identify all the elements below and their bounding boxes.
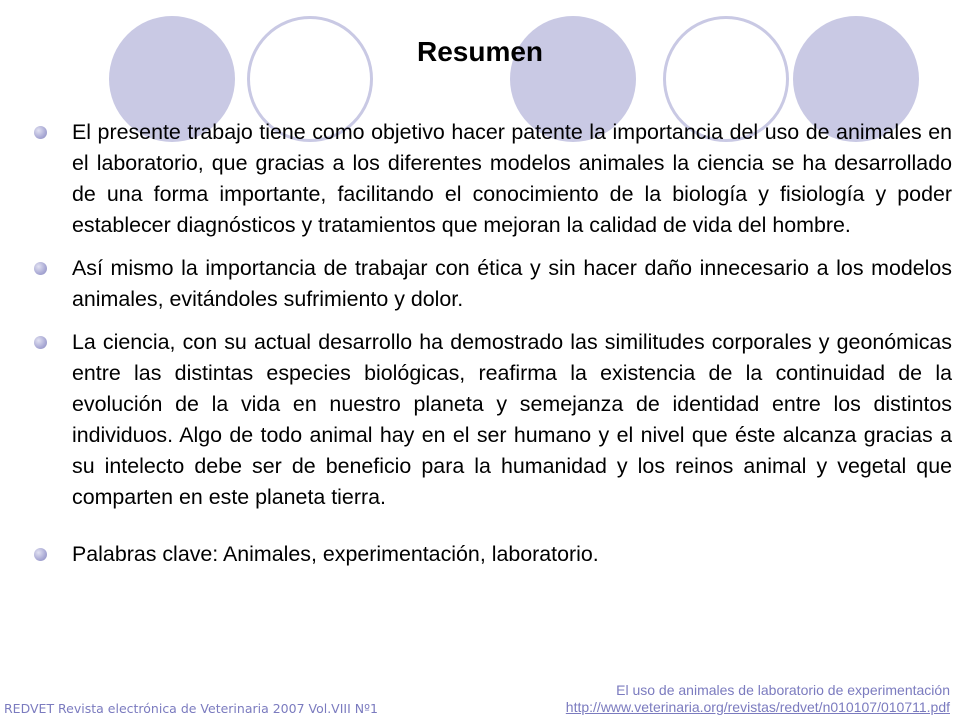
- bullet-item-objective: [34, 117, 952, 241]
- footer-article-link[interactable]: http://www.veterinaria.org/revistas/redvet/n010107/010711.pdf: [565, 699, 950, 715]
- bullet-item-ethics: [34, 253, 952, 315]
- bullet-icon: [34, 548, 47, 561]
- footer-article: [566, 682, 950, 716]
- bullet-item-science: [34, 327, 952, 513]
- bullet-icon: [34, 336, 47, 349]
- slide-title: Resumen: [416, 36, 544, 67]
- bullet-text: Así mismo la importancia de trabajar con ética y sin hacer daño innecesario a los modelos animales, evitándoles sufrimiento y dolor.: [72, 256, 952, 311]
- bullet-text: El presente trabajo tiene como objetivo hacer patente la importancia del uso de animales en el laboratorio, que gracias a los diferentes modelos animales la ciencia se ha desarrollado de una forma importante, facilitando el conocimiento de la biología y fisiología y poder establecer diagnósticos y tratamientos que mejoran la calidad de vida del hombre.: [72, 120, 952, 237]
- bullet-text: La ciencia, con su actual desarrollo ha demostrado las similitudes corporales y geonómicas entre las distintas especies biológicas, reafirma la existencia de la continuidad de la evolución de la vida en nuestro planeta y semejanza de identidad entre los distintos individuos. Algo de todo animal hay en el ser humano y el nivel que éste alcanza gracias a su intelecto debe ser de beneficio para la humanidad y los reinos animal y vegetal que comparten en este planeta tierra.: [72, 330, 952, 509]
- footer-journal: REDVET Revista electrónica de Veterinaria 2007 Vol.VIII Nº1: [4, 701, 378, 716]
- bullet-list: [34, 117, 952, 582]
- bullet-icon: [34, 126, 47, 139]
- bullet-icon: [34, 262, 47, 275]
- footer-article-title: El uso de animales de laboratorio de experimentación: [616, 682, 950, 698]
- bullet-text: Palabras clave: Animales, experimentación, laboratorio.: [72, 542, 599, 566]
- bullet-item-keywords: [34, 539, 952, 570]
